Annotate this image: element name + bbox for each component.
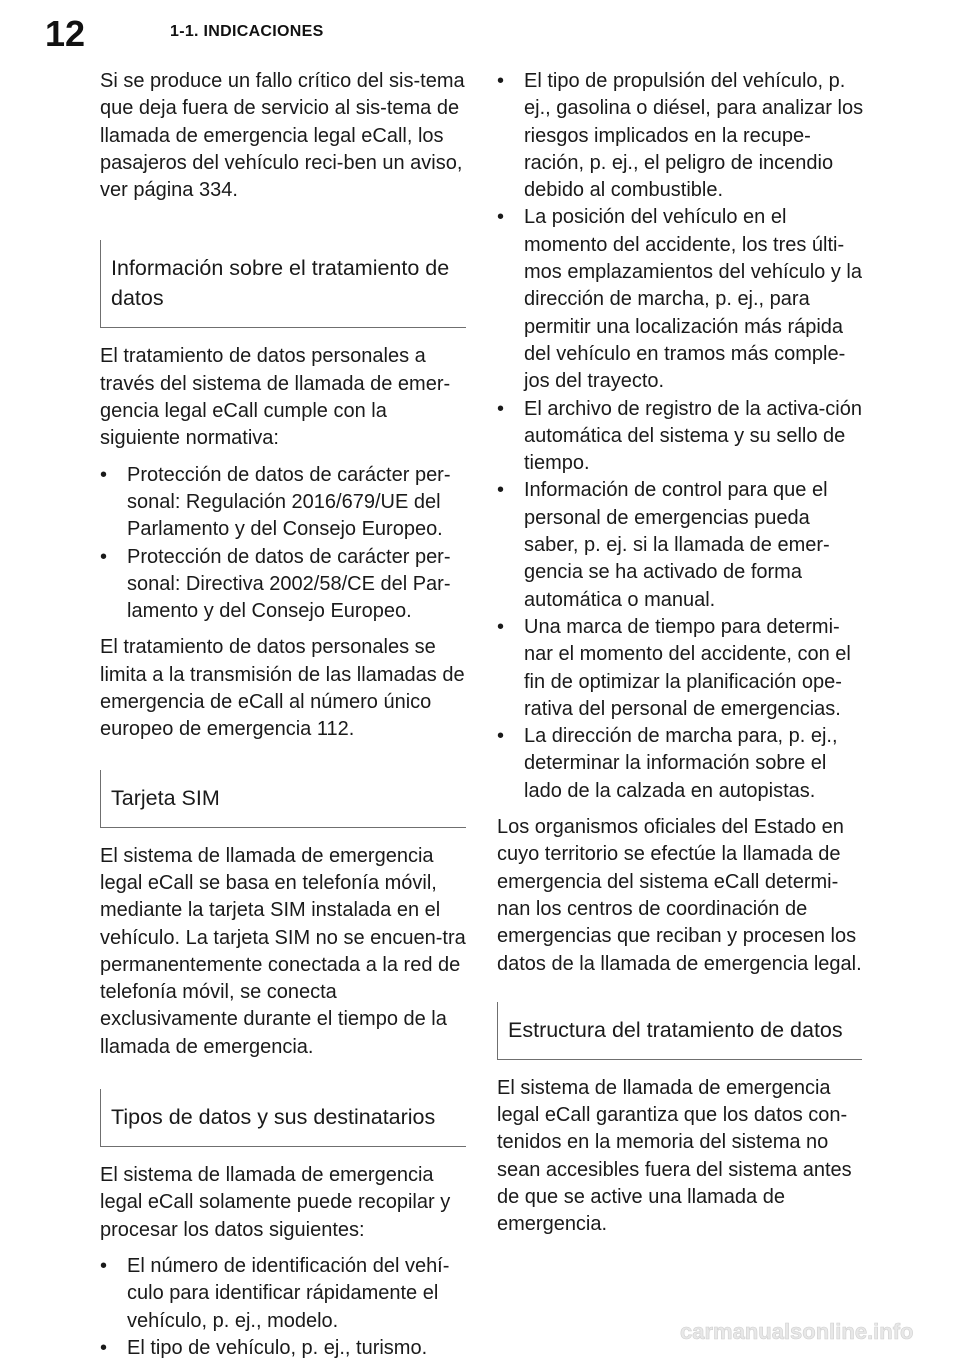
bullet-icon: • <box>100 1254 108 1277</box>
regulation-list <box>100 462 470 626</box>
page-header <box>0 0 960 62</box>
list-item: • Protección de datos de carácter per-sonal: Regulación 2016/679/UE del Parlamento y del Consejo Europeo. <box>100 463 451 541</box>
list-item: • El número de identificación del vehí-culo para identificar rápidamente el vehículo, p. ej., modelo. <box>100 1254 450 1332</box>
list-item: • Protección de datos de carácter per-sonal: Directiva 2002/58/CE del Par-lamento y del Consejo Europeo. <box>100 545 451 623</box>
bullet-icon: • <box>100 463 108 486</box>
bullet-icon: • <box>100 545 108 568</box>
bullet-icon: • <box>497 615 505 638</box>
paragraph-sim-card: El sistema de llamada de emergencia legal eCall se basa en telefonía móvil, mediante la tarjeta SIM instalada en el vehículo. La tarjeta SIM no se encuen-tra permanentemente conectada a la red de telefonía móvil, se conecta exclusivamente durante el tiempo de la llamada de emergencia. <box>100 844 466 1058</box>
heading-processing-structure: Estructura del tratamiento de datos <box>497 1002 862 1060</box>
list-item: • El tipo de propulsión del vehículo, p. ej., gasolina o diésel, para analizar los riesgos implicados en la recupe-ración, p. ej., el peligro de incendio debido al combustible. <box>497 70 864 202</box>
right-column <box>497 68 867 1248</box>
list-item: • El archivo de registro de la activa-ción automática del sistema y su sello de tiempo. <box>497 397 862 475</box>
list-item: • Información de control para que el personal de emergencias pueda saber, p. ej. si la llamada de emer-gencia se ha activado de forma automática o manual. <box>497 479 830 611</box>
paragraph-data-types-intro: El sistema de llamada de emergencia legal eCall solamente puede recopilar y procesar los datos siguientes: <box>100 1164 451 1241</box>
paragraph-regulation-intro: El tratamiento de datos personales a través del sistema de llamada de emer-gencia legal eCall cumple con la siguiente normativa: <box>100 345 451 450</box>
list-item: • La dirección de marcha para, p. ej., determinar la información sobre el lado de la calzada en autopistas. <box>497 725 838 802</box>
heading-data-types: Tipos de datos y sus destinatarios <box>100 1089 466 1147</box>
heading-data-processing-info: Información sobre el tratamiento de datos <box>100 240 466 328</box>
paragraph-transmission-limit: El tratamiento de datos personales se limita a la transmisión de las llamadas de emergencia de eCall al número único europeo de emergencia 112. <box>100 636 465 741</box>
bullet-icon: • <box>497 397 505 420</box>
list-item: • La posición del vehículo en el momento del accidente, los tres últi-mos emplazamientos del vehículo y la dirección de marcha, p. ej., para permitir una localización más rápida del vehículo en tramos más comple-jos del trayecto. <box>497 206 862 393</box>
watermark <box>680 1318 950 1344</box>
paragraph-processing-structure: El sistema de llamada de emergencia legal eCall garantiza que los datos con-tenidos en la memoria del sistema no sean accesibles fuera del sistema antes de que se active una llamada de emergencia. <box>497 1076 852 1236</box>
intro-paragraph: Si se produce un fallo crítico del sis-tema que deja fuera de servicio al sis-tema de llamada de emergencia legal eCall, los pasajeros del vehículo reci-ben un aviso, ver página 334. <box>100 70 465 202</box>
list-item: • El tipo de vehículo, p. ej., turismo. <box>100 1335 470 1362</box>
bullet-icon: • <box>100 1336 108 1359</box>
list-item: • Una marca de tiempo para determi-nar el momento del accidente, con el fin de optimizar la planificación ope-rativa del personal de emergencias. <box>497 615 851 720</box>
paragraph-state-organisms: Los organismos oficiales del Estado en cuyo territorio se efectúe la llamada de emergencia del sistema eCall determi-nan los centros de coordinación de emergencias que reciban y procesen los datos de la llamada de emergencia legal. <box>497 816 862 975</box>
bullet-icon: • <box>497 479 505 502</box>
bullet-icon: • <box>497 206 505 229</box>
watermark-text: carmanualsonline.info <box>680 1319 914 1344</box>
bullet-icon: • <box>497 725 505 748</box>
page-number: 12 <box>45 13 86 54</box>
heading-sim-card: Tarjeta SIM <box>100 770 466 828</box>
left-column <box>100 68 470 1371</box>
section-title: 1-1. INDICACIONES <box>170 23 324 40</box>
data-types-list-continued <box>497 68 867 805</box>
bullet-icon: • <box>497 70 505 92</box>
